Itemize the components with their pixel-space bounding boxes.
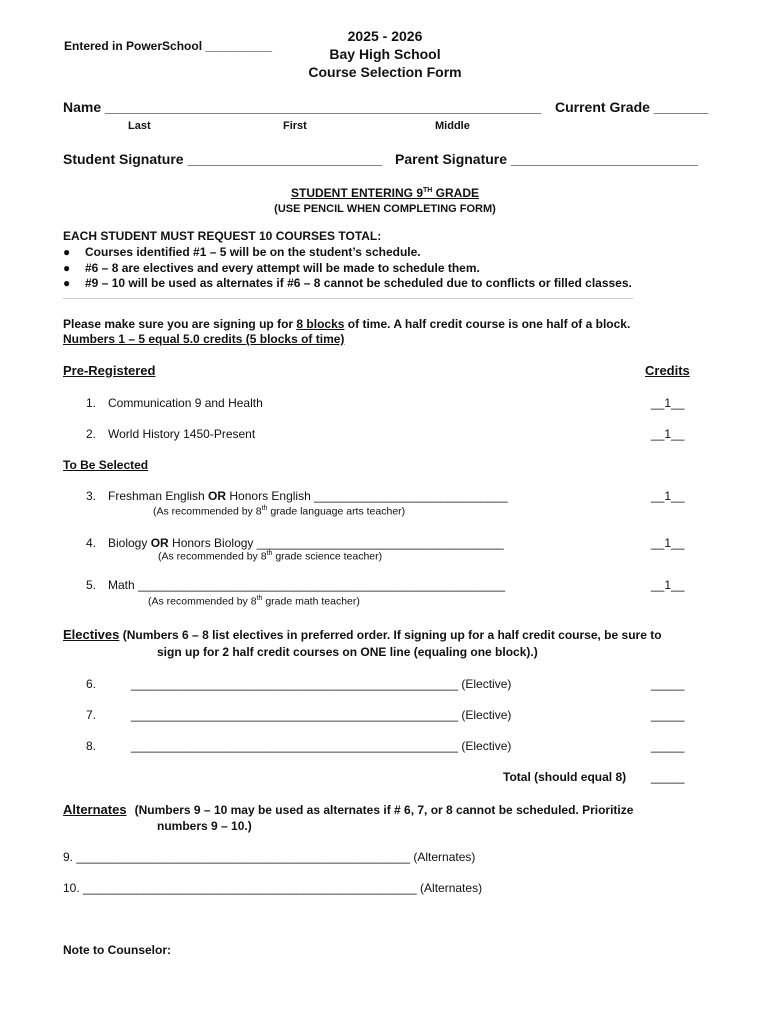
elective-7-credit-field[interactable]: _____ [651, 708, 685, 722]
student-signature-field[interactable]: Student Signature _________________________ [63, 151, 383, 167]
elective-6-credit-field[interactable]: _____ [651, 677, 685, 691]
item-3-or: OR [208, 489, 227, 503]
item-2-course: World History 1450-Present [108, 427, 256, 441]
item-3-credit: __1__ [651, 489, 685, 503]
credits-heading: Credits [645, 363, 690, 378]
elective-8-credit-field[interactable]: _____ [651, 739, 685, 753]
requirement-text-1: Courses identified #1 – 5 will be on the student’s schedule. [85, 245, 421, 259]
item-1-number: 1. [86, 396, 97, 410]
item-4-note-b: grade science teacher) [272, 550, 383, 563]
bullet-icon: ● [63, 276, 71, 290]
requirement-text-2: #6 – 8 are electives and every attempt will be made to schedule them. [85, 261, 480, 275]
item-4-credit: __1__ [651, 536, 685, 550]
item-4-note [158, 550, 382, 563]
blocks-note [63, 317, 630, 331]
middle-label: Middle [435, 120, 470, 132]
first-label: First [283, 120, 307, 132]
elective-7-field[interactable]: _________________________________________________ (Elective) [131, 708, 512, 722]
blocks-note-blocks: 8 blocks [296, 317, 345, 331]
alternates-intro [63, 802, 633, 817]
requirement-bullet-3 [63, 276, 632, 290]
alternates-desc-2: numbers 9 – 10.) [157, 819, 252, 833]
grade-heading [0, 186, 770, 200]
elective-8-field[interactable]: _________________________________________________ (Elective) [131, 739, 512, 753]
item-4-b: Honors Biology _____________________________________ [168, 536, 504, 550]
total-field[interactable]: _____ [651, 770, 685, 784]
item-5-credit: __1__ [651, 578, 685, 592]
item-5-note-b: grade math teacher) [262, 595, 360, 608]
preregistered-heading: Pre-Registered [63, 363, 156, 378]
bullet-icon: ● [63, 261, 71, 275]
item-3-note [153, 505, 405, 518]
electives-desc-1: (Numbers 6 – 8 list electives in preferred order. If signing up for a half credit course, be sure to [119, 628, 662, 642]
elective-8-number: 8. [86, 739, 97, 753]
grade-heading-prefix: STUDENT ENTERING 9 [290, 186, 423, 200]
electives-heading: Electives [63, 627, 120, 642]
elective-7-number: 7. [86, 708, 97, 722]
bullet-icon: ● [63, 245, 71, 259]
item-4-or: OR [150, 536, 169, 550]
requirement-bullet-1 [63, 245, 421, 259]
electives-intro [63, 627, 662, 642]
item-5-note-sup: th [256, 595, 263, 602]
item-1-credit: __1__ [651, 396, 685, 410]
item-4-a: Biology [108, 536, 151, 550]
item-3-note-sup: th [261, 505, 268, 512]
credits-note: Numbers 1 – 5 equal 5.0 credits (5 blocks of time) [63, 332, 345, 346]
alternates-desc-1: (Numbers 9 – 10 may be used as alternates if # 6, 7, or 8 cannot be scheduled. Prioritize [134, 803, 634, 817]
requirement-text-3: #9 – 10 will be used as alternates if #6 – 8 cannot be scheduled due to conflicts or filled classes. [85, 276, 632, 290]
item-3-b: Honors English _____________________________ [226, 489, 508, 503]
item-4-note-a: (As recommended by 8 [158, 550, 267, 563]
school-name: Bay High School [329, 46, 441, 62]
requirements-title: EACH STUDENT MUST REQUEST 10 COURSES TOTAL: [63, 229, 382, 243]
elective-6-number: 6. [86, 677, 97, 691]
item-1-course: Communication 9 and Health [108, 396, 263, 410]
to-be-selected-heading: To Be Selected [63, 458, 149, 472]
form-title: Course Selection Form [308, 64, 462, 80]
item-3-a: Freshman English [108, 489, 209, 503]
item-3-english-field[interactable] [108, 489, 508, 503]
item-5-math-field[interactable]: Math _______________________________________________________ [108, 578, 506, 592]
item-4-note-sup: th [266, 550, 273, 557]
alternate-10-field[interactable]: 10. __________________________________________________ (Alternates) [63, 881, 483, 895]
counselor-note-label: Note to Counselor: [63, 943, 171, 957]
school-year: 2025 - 2026 [347, 28, 423, 44]
last-label: Last [128, 120, 151, 132]
grade-heading-sup: TH [423, 187, 433, 194]
blocks-note-post: of time. A half credit course is one half of a block. [344, 317, 631, 331]
item-4-number: 4. [86, 536, 97, 550]
item-5-number: 5. [86, 578, 97, 592]
total-label: Total (should equal 8) [503, 770, 627, 784]
grade-heading-suffix: GRADE [432, 186, 480, 200]
separator-line [63, 298, 633, 299]
elective-6-field[interactable]: _________________________________________________ (Elective) [131, 677, 512, 691]
item-2-number: 2. [86, 427, 97, 441]
requirement-bullet-2 [63, 261, 480, 275]
current-grade-field[interactable]: Current Grade _______ [555, 99, 709, 115]
parent-signature-field[interactable]: Parent Signature ________________________ [395, 151, 698, 167]
name-field[interactable]: Name ________________________________________________________ [63, 99, 542, 115]
electives-desc-2: sign up for 2 half credit courses on ONE line (equaling one block).) [157, 645, 538, 659]
blocks-note-pre: Please make sure you are signing up for [63, 317, 297, 331]
alternate-9-field[interactable]: 9. __________________________________________________ (Alternates) [63, 850, 476, 864]
item-3-note-b: grade language arts teacher) [267, 505, 406, 518]
item-3-number: 3. [86, 489, 97, 503]
item-2-credit: __1__ [651, 427, 685, 441]
pencil-note: (USE PENCIL WHEN COMPLETING FORM) [274, 203, 496, 215]
entered-in-powerschool: Entered in PowerSchool __________ [64, 39, 273, 53]
item-5-note [148, 595, 360, 608]
item-4-biology-field[interactable] [108, 536, 504, 550]
alternates-heading: Alternates [63, 802, 127, 817]
item-5-note-a: (As recommended by 8 [148, 595, 257, 608]
item-3-note-a: (As recommended by 8 [153, 505, 262, 518]
